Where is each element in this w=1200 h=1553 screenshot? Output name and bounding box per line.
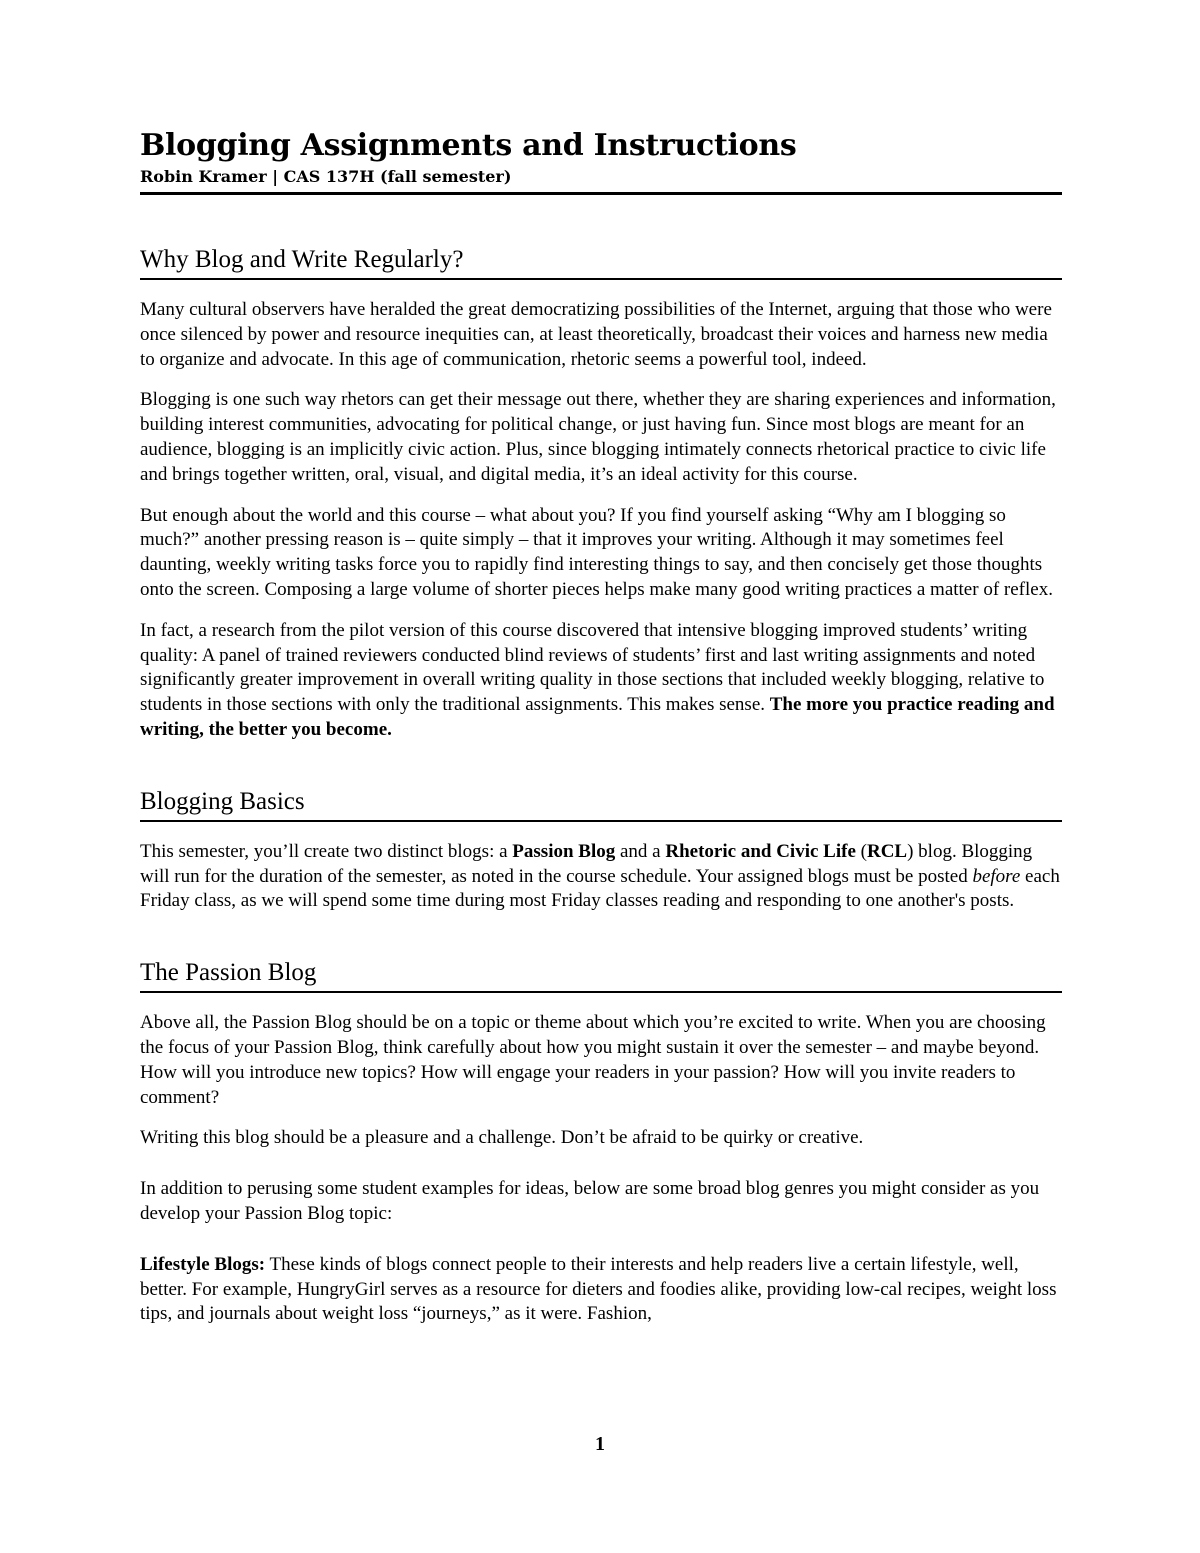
paragraph-text: ) blog. Blogging will run for the duration of the semester, as noted in the course schedule. Your assigned blogs must be posted [140, 840, 1033, 887]
paragraph: But enough about the world and this course – what about you? If you find yourself asking “Why am I blogging so much?” another pressing reason is – quite simply – that it improves your writing. Although it may sometimes feel daunting, weekly writing tasks force you to rapidly find interesting things to say, and then concisely get those thoughts onto the screen. Composing a large volume of shorter pieces helps make many good writing practices a matter of reflex. [140, 504, 1053, 600]
paragraph-text: and a [615, 840, 666, 862]
paragraph [140, 840, 1062, 914]
emphasis-bold: Rhetoric and Civic Life [665, 840, 856, 862]
paragraph-text: ( [855, 840, 867, 862]
paragraph: Above all, the Passion Blog should be on a topic or theme about which you’re excited to write. When you are choosing the focus of your Passion Blog, think carefully about how you might sustain it over the semester – and maybe beyond. How will you introduce new topics? How will engage your readers in your passion? How will you invite readers to comment? [140, 1012, 1046, 1108]
emphasis-bold: Passion Blog [512, 840, 616, 862]
section-body [140, 298, 1062, 743]
section-heading: Blogging Basics [140, 787, 1062, 822]
section-why-blog [140, 245, 1062, 743]
paragraph-text: In fact, a research from the pilot version of this course discovered that intensive blogging improved students’ writing quality: A panel of trained reviewers conducted blind reviews of students’ first and last writing assignments and noted significantly greater improvement in overall writing quality in those sections that included weekly blogging, relative to students in those sections with only the traditional assignments. This makes sense. [140, 619, 1045, 716]
document-subtitle: Robin Kramer | CAS 137H (fall semester) [140, 166, 1062, 195]
section-heading: Why Blog and Write Regularly? [140, 245, 1062, 280]
document-title: Blogging Assignments and Instructions [140, 128, 797, 163]
paragraph-text: This semester, you’ll create two distinct blogs: a [140, 840, 513, 862]
paragraph: In addition to perusing some student examples for ideas, below are some broad blog genres you might consider as you develop your Passion Blog topic: [140, 1178, 1040, 1224]
paragraph: Blogging is one such way rhetors can get their message out there, whether they are sharing experiences and information, building interest communities, advocating for political change, or just having fun. Since most blogs are meant for an audience, blogging is an implicitly civic action. Plus, since blogging intimately connects rhetorical practice to civic life and brings together written, oral, visual, and digital media, it’s an ideal activity for this course. [140, 389, 1056, 485]
emphasis-bold: RCL [866, 840, 908, 862]
paragraph-text: These kinds of blogs connect people to their interests and help readers live a certain lifestyle, well, better. For example, HungryGirl serves as a resource for dieters and foodies alike, providing low-cal recipes, weight loss tips, and journals about weight loss “journeys,” as it were. Fashion, [140, 1253, 1057, 1325]
paragraph: Many cultural observers have heralded the great democratizing possibilities of the Internet, arguing that those who were once silenced by power and resource inequities can, at least theoretically, broadcast their voices and harness new media to organize and advocate. In this age of communication, rhetoric seems a powerful tool, indeed. [140, 299, 1052, 370]
emphasis-bold: The more you practice reading and writing, the better you become. [140, 694, 1055, 740]
page-number: 1 [595, 1433, 605, 1455]
paragraph-text: each Friday class, as we will spend some time during most Friday classes reading and responding to one another's posts. [140, 865, 1060, 912]
section-blogging-basics [140, 787, 1062, 914]
emphasis-italic: before [972, 865, 1021, 887]
section-heading: The Passion Blog [140, 958, 1062, 993]
section-body [140, 1011, 1062, 1327]
paragraph [140, 619, 1062, 743]
paragraph: Writing this blog should be a pleasure and a challenge. Don’t be afraid to be quirky or creative. [140, 1127, 864, 1149]
document-page [140, 126, 1062, 1327]
paragraph [140, 1253, 1062, 1327]
section-body [140, 840, 1062, 914]
section-passion-blog [140, 958, 1062, 1327]
emphasis-bold: Lifestyle Blogs: [140, 1253, 266, 1275]
